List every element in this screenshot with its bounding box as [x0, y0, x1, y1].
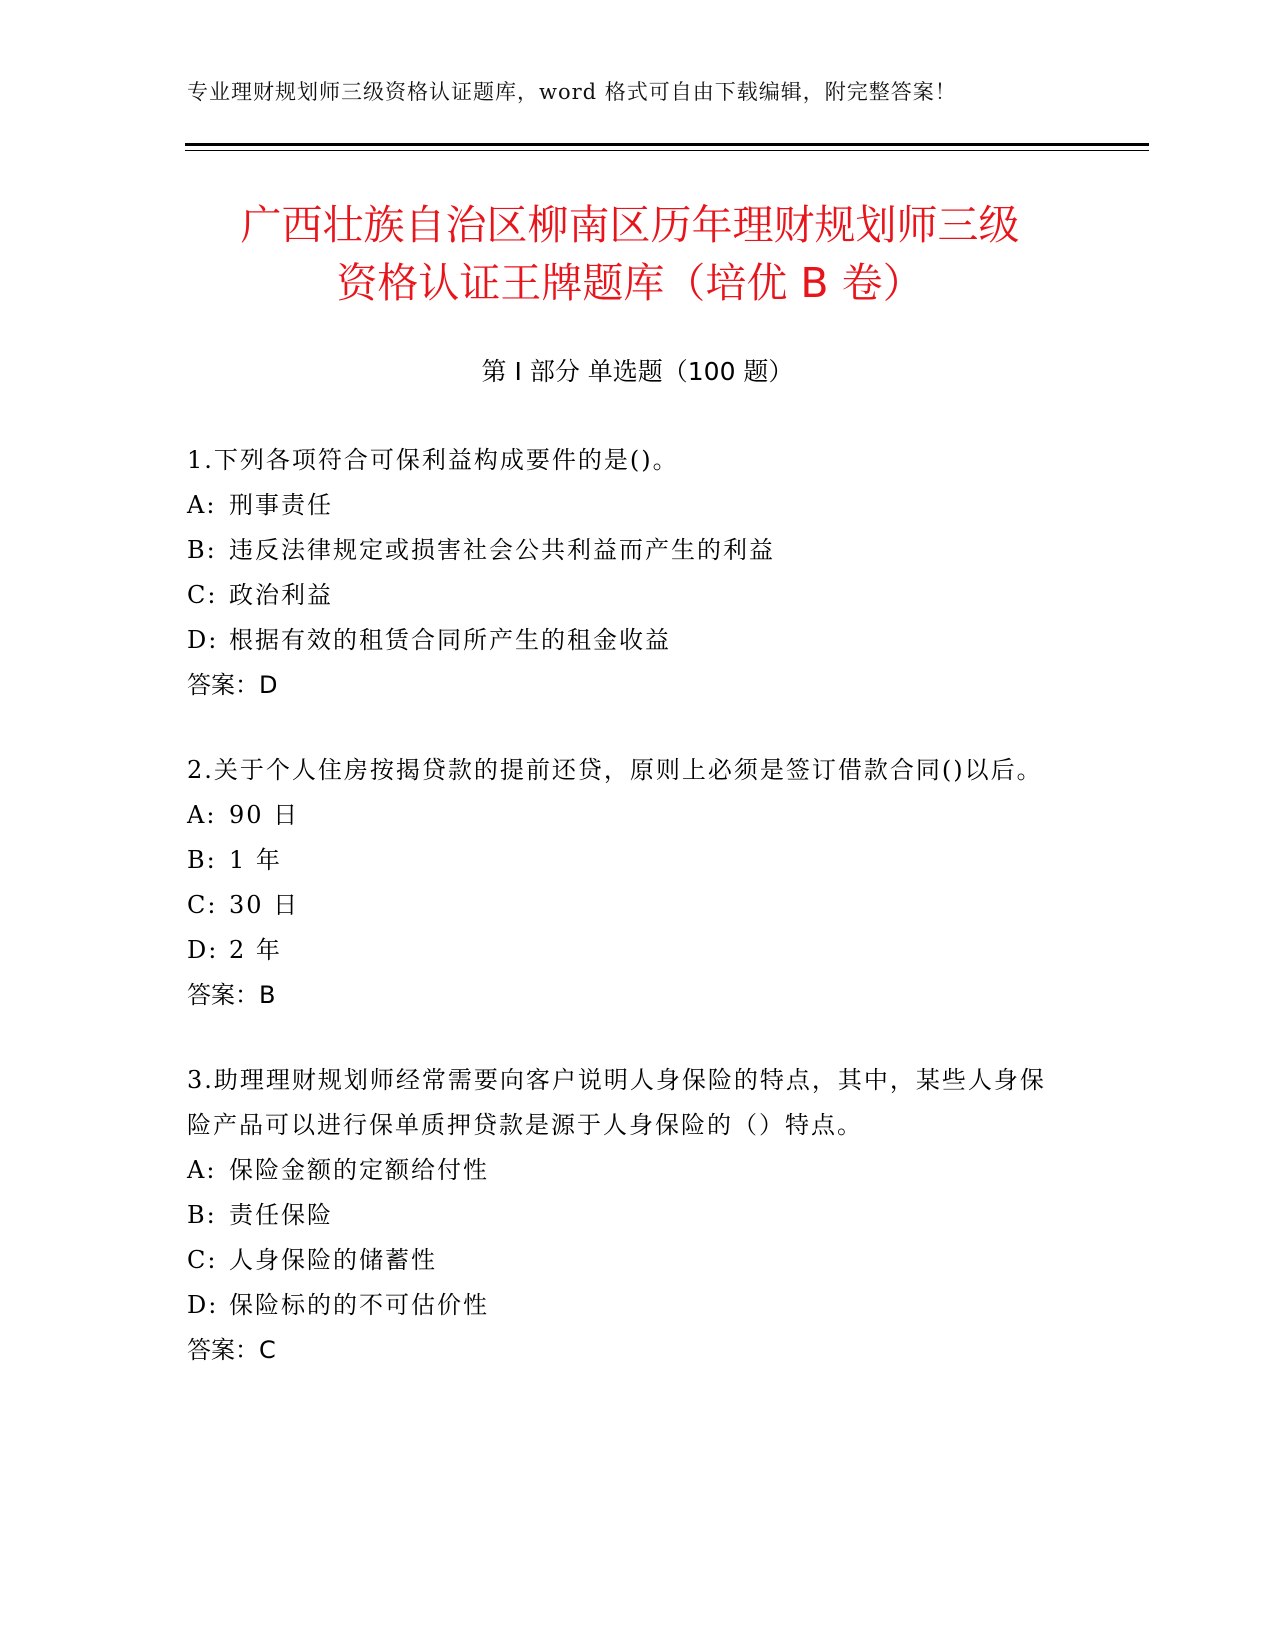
option-letter: B:	[187, 536, 217, 564]
option-text: 保险金额的定额给付性	[229, 1156, 489, 1184]
option-text: 90 日	[229, 801, 300, 829]
option-letter: D:	[187, 936, 219, 964]
document-title-line-2: 资格认证王牌题库（培优 B 卷）	[336, 259, 924, 307]
option-letter: C:	[187, 581, 218, 609]
option-text: 违反法律规定或损害社会公共利益而产生的利益	[229, 536, 775, 564]
document-title	[160, 196, 1100, 312]
option-letter: C:	[187, 1246, 218, 1274]
option-text: 30 日	[229, 891, 300, 919]
section-heading: 第 I 部分 单选题（100 题）	[481, 357, 794, 386]
option-c	[187, 573, 1067, 618]
answer-line: 答案：D	[187, 671, 278, 699]
option-letter: B:	[187, 846, 217, 874]
question-2	[187, 748, 1067, 1018]
option-letter: D:	[187, 626, 219, 654]
question-stem: 3.助理理财规划师经常需要向客户说明人身保险的特点，其中，某些人身保险产品可以进行保单质押贷款是源于人身保险的（）特点。	[187, 1066, 1046, 1139]
option-text: 2 年	[229, 936, 282, 964]
option-b	[187, 838, 1067, 883]
answer-line: 答案：B	[187, 981, 276, 1009]
question-3	[187, 1058, 1067, 1373]
option-text: 刑事责任	[229, 491, 333, 519]
option-c	[187, 883, 1067, 928]
option-a	[187, 483, 1067, 528]
option-d	[187, 1283, 1067, 1328]
option-text: 保险标的的不可估价性	[229, 1291, 489, 1319]
option-letter: A:	[187, 1156, 217, 1184]
question-stem: 2.关于个人住房按揭贷款的提前还贷，原则上必须是签订借款合同()以后。	[187, 756, 1043, 784]
option-text: 人身保险的储蓄性	[229, 1246, 437, 1274]
option-b	[187, 1193, 1067, 1238]
option-text: 根据有效的租赁合同所产生的租金收益	[229, 626, 671, 654]
question-stem: 1.下列各项符合可保利益构成要件的是()。	[187, 446, 679, 474]
option-d	[187, 928, 1067, 973]
question-list	[187, 438, 1067, 1413]
header-rule-thin	[185, 150, 1149, 151]
option-letter: C:	[187, 891, 218, 919]
option-b	[187, 528, 1067, 573]
answer-line: 答案：C	[187, 1336, 276, 1364]
option-letter: A:	[187, 801, 217, 829]
option-a	[187, 793, 1067, 838]
question-1	[187, 438, 1067, 708]
option-text: 政治利益	[229, 581, 333, 609]
header-rule-thick	[185, 143, 1149, 146]
option-text: 责任保险	[229, 1201, 333, 1229]
option-d	[187, 618, 1067, 663]
option-a	[187, 1148, 1067, 1193]
option-text: 1 年	[229, 846, 282, 874]
option-letter: D:	[187, 1291, 219, 1319]
option-letter: A:	[187, 491, 217, 519]
option-c	[187, 1238, 1067, 1283]
running-header: 专业理财规划师三级资格认证题库，word 格式可自由下载编辑，附完整答案！	[187, 80, 957, 104]
document-title-line-1: 广西壮族自治区柳南区历年理财规划师三级	[240, 201, 1020, 249]
option-letter: B:	[187, 1201, 217, 1229]
